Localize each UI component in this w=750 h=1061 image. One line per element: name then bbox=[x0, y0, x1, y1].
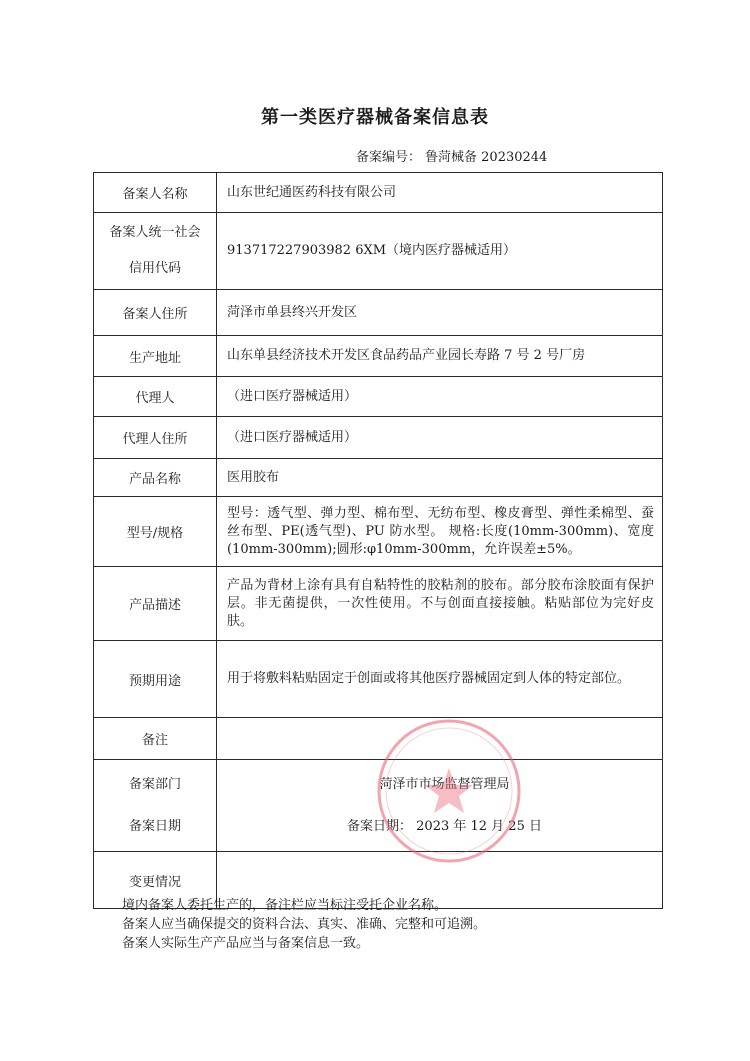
department-date-label bbox=[94, 760, 217, 852]
footnote-3: 备案人实际生产产品应当与备案信息一致。 bbox=[122, 936, 370, 951]
document-title: 第一类医疗器械备案信息表 bbox=[261, 107, 489, 128]
department-date-value bbox=[217, 760, 663, 852]
production-address-label: 生产地址 bbox=[94, 336, 217, 377]
row-product-name bbox=[94, 459, 663, 497]
row-credit-code bbox=[94, 213, 663, 290]
agent-address-label: 代理人住所 bbox=[94, 417, 217, 459]
intended-use-value: 用于将敷料粘贴固定于创面或将其他医疗器械固定到人体的特定部位。 bbox=[217, 641, 663, 718]
credit-code-label-line1: 备案人统一社会 bbox=[109, 225, 201, 240]
intended-use-label: 预期用途 bbox=[94, 641, 217, 718]
row-filer-address bbox=[94, 290, 663, 336]
production-address-value: 山东单县经济技术开发区食品药品产业园长寿路 7 号 2 号厂房 bbox=[217, 336, 663, 377]
filer-address-label: 备案人住所 bbox=[94, 290, 217, 336]
credit-code-label bbox=[94, 213, 217, 290]
model-spec-label: 型号/规格 bbox=[94, 497, 217, 567]
agent-value: （进口医疗器械适用） bbox=[217, 377, 663, 417]
record-date-label: 备案日期 bbox=[128, 818, 181, 834]
record-date-value: 备案日期： 2023 年 12 月 25 日 bbox=[347, 818, 542, 834]
remarks-value bbox=[217, 718, 663, 760]
agent-address-value: （进口医疗器械适用） bbox=[217, 417, 663, 459]
credit-code-label-line2: 信用代码 bbox=[128, 261, 181, 276]
model-spec-value: 型号：透气型、弹力型、棉布型、无纺布型、橡皮膏型、弹性柔棉型、蚕丝布型、PE(透气型)、PU 防水型。 规格:长度(10mm-300mm)、宽度(10mm-300mm);圆形:φ10mm-300mm，允许误差±5%。 bbox=[217, 497, 663, 567]
row-remarks bbox=[94, 718, 663, 760]
row-production-address bbox=[94, 336, 663, 377]
record-number-label: 备案编号： bbox=[356, 150, 422, 165]
footnotes bbox=[122, 896, 486, 953]
agent-label: 代理人 bbox=[94, 377, 217, 417]
filer-address-value: 菏泽市单县终兴开发区 bbox=[217, 290, 663, 336]
product-name-value: 医用胶布 bbox=[217, 459, 663, 497]
row-agent-address bbox=[94, 417, 663, 459]
row-agent bbox=[94, 377, 663, 417]
filer-name-value: 山东世纪通医药科技有限公司 bbox=[217, 173, 663, 213]
product-name-label: 产品名称 bbox=[94, 459, 217, 497]
department-value: 菏泽市市场监督管理局 bbox=[379, 776, 510, 792]
footnote-2: 备案人应当确保提交的资料合法、真实、准确、完整和可追溯。 bbox=[122, 917, 487, 932]
row-description bbox=[94, 567, 663, 641]
row-department-date bbox=[94, 760, 663, 852]
changes-label: 变更情况 bbox=[94, 852, 217, 909]
remarks-label: 备注 bbox=[94, 718, 217, 760]
row-model-spec bbox=[94, 497, 663, 567]
row-intended-use bbox=[94, 641, 663, 718]
description-value: 产品为背材上涂有具有自粘特性的胶粘剂的胶布。部分胶布涂胶面有保护层。非无菌提供，一次性使用。不与创面直接接触。粘贴部位为完好皮肤。 bbox=[217, 567, 663, 641]
department-label: 备案部门 bbox=[128, 776, 181, 792]
description-label: 产品描述 bbox=[94, 567, 217, 641]
filer-name-label: 备案人名称 bbox=[94, 173, 217, 213]
record-number bbox=[356, 146, 547, 165]
record-info-table bbox=[93, 172, 663, 909]
record-number-value: 鲁菏械备 20230244 bbox=[425, 150, 548, 165]
row-filer-name bbox=[94, 173, 663, 213]
credit-code-value: 913717227903982 6XM（境内医疗器械适用） bbox=[217, 213, 663, 290]
footnote-1: 境内备案人委托生产的，备注栏应当标注受托企业名称。 bbox=[122, 898, 448, 913]
